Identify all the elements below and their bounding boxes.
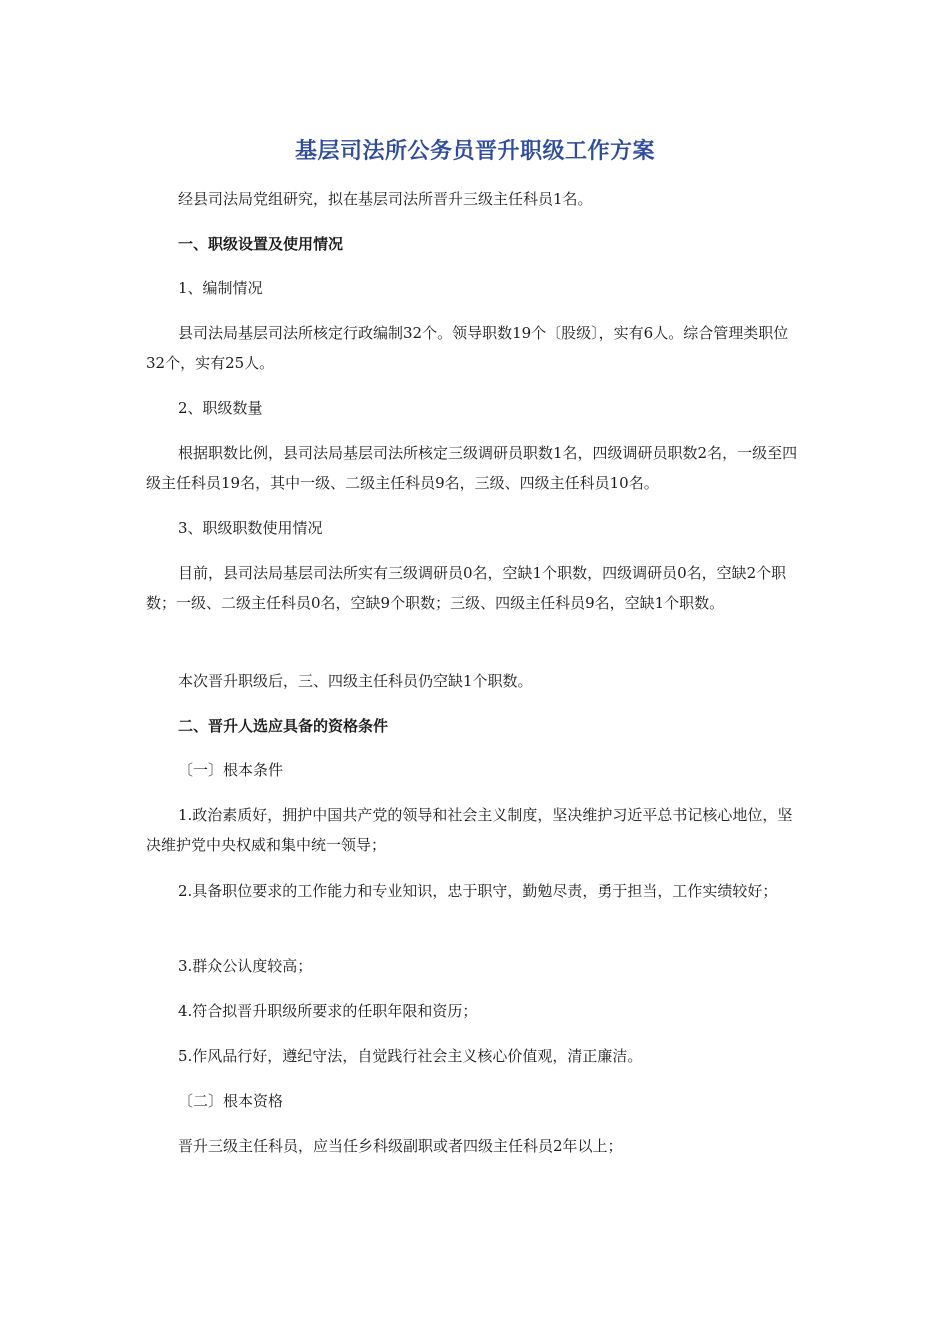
subheading-basic-qualifications: 〔二〕根本资格 bbox=[178, 1092, 284, 1110]
section-heading-2: 二、晋升人选应具备的资格条件 bbox=[178, 717, 389, 735]
paragraph-usage: 目前，县司法局基层司法所实有三级调研员0名，空缺1个职数，四级调研员0名，空缺2个职数；一级、二级主任科员0名，空缺9个职数；三级、四级主任科员9名，空缺1个职数。 bbox=[146, 564, 787, 612]
paragraph-quantity: 根据职数比例，县司法局基层司法所核定三级调研员职数1名，四级调研员职数2名，一级至四级主任科员19名，其中一级、二级主任科员9名，三级、四级主任科员10名。 bbox=[146, 444, 798, 492]
paragraph-qualification: 晋升三级主任科员，应当任乡科级副职或者四级主任科员2年以上； bbox=[178, 1137, 623, 1155]
condition-2: 2.具备职位要求的工作能力和专业知识，忠于职守，勤勉尽责，勇于担当，工作实绩较好； bbox=[178, 882, 778, 900]
condition-1: 1.政治素质好，拥护中国共产党的领导和社会主义制度，坚决维护习近平总书记核心地位，坚决维护党中央权威和集中统一领导； bbox=[146, 806, 793, 854]
paragraph-intro: 经县司法局党组研究，拟在基层司法所晋升三级主任科员1名。 bbox=[178, 190, 593, 208]
paragraph-staffing: 县司法局基层司法所核定行政编制32个。领导职数19个〔股级〕，实有6人。综合管理类职位32个，实有25人。 bbox=[146, 324, 789, 372]
subheading-usage: 3、职级职数使用情况 bbox=[178, 519, 323, 537]
subheading-quantity: 2、职级数量 bbox=[178, 399, 263, 417]
section-heading-1: 一、职级设置及使用情况 bbox=[178, 235, 344, 253]
condition-3: 3.群众公认度较高； bbox=[178, 957, 313, 975]
condition-4: 4.符合拟晋升职级所要求的任职年限和资历； bbox=[178, 1002, 478, 1020]
subheading-staffing: 1、编制情况 bbox=[178, 279, 263, 297]
paragraph-after-promotion: 本次晋升职级后，三、四级主任科员仍空缺1个职数。 bbox=[178, 672, 533, 690]
condition-5: 5.作风品行好，遵纪守法，自觉践行社会主义核心价值观，清正廉洁。 bbox=[178, 1047, 643, 1065]
document-title: 基层司法所公务员晋升职级工作方案 bbox=[294, 139, 655, 164]
subheading-basic-conditions: 〔一〕根本条件 bbox=[178, 761, 284, 779]
